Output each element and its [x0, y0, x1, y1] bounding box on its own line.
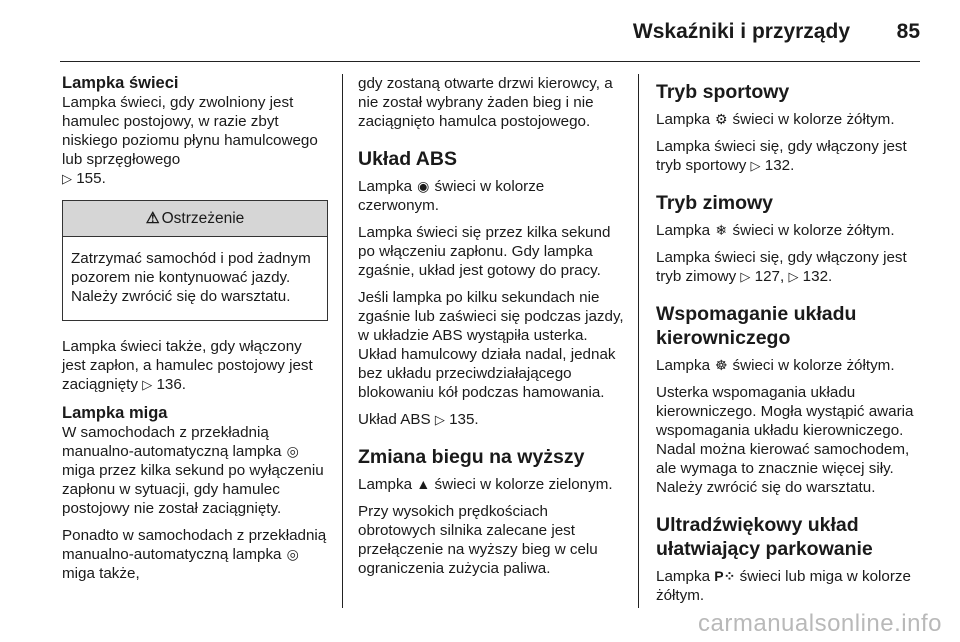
ref-arrow-icon: ▷ — [788, 269, 799, 284]
paragraph: Przy wysokich prędkościach obrotowych silnika zalecane jest przełączenie na wyższy bieg w celu ograniczenia zużycia paliwa. — [358, 503, 598, 577]
paragraph: Lampka świeci także, gdy włączony jest zapłon, a hamulec postojowy jest zaciągnięty ▷ 136. — [62, 338, 313, 393]
column-2 — [358, 74, 624, 578]
column-3 — [656, 74, 922, 605]
brake-lamp-icon: ◎ — [286, 443, 299, 459]
heading-shift: Zmiana biegu na wyższy — [358, 446, 585, 468]
watermark: carmanualsonline.info — [698, 610, 942, 637]
paragraph: Układ ABS ▷ 135. — [358, 411, 479, 428]
heading-parking: Ultradźwiękowy układ ułatwiający parkowanie — [656, 514, 873, 560]
heading-lampka-swieci: Lampka świeci — [62, 74, 179, 92]
steering-icon: ☸ — [715, 357, 728, 373]
ref-arrow-icon: ▷ — [62, 171, 72, 186]
heading-steering: Wspomaganie układu kierowniczego — [656, 303, 857, 349]
ref-arrow-icon: ▷ — [434, 412, 445, 427]
warning-triangle-icon: ⚠ — [145, 210, 160, 227]
heading-lampka-miga: Lampka miga — [62, 404, 168, 422]
warning-box — [62, 200, 328, 321]
paragraph: Lampka świeci, gdy zwolniony jest hamulec postojowy, w razie zbyt niskiego poziomu płynu hamulcowego lub sprzęgłowego ▷ 155. — [62, 94, 318, 187]
upshift-icon: ▲ — [416, 476, 431, 492]
paragraph: Lampka ⚙ świeci w kolorze żółtym. — [656, 111, 895, 128]
ref-arrow-icon: ▷ — [750, 158, 761, 173]
winter-mode-icon: ❄ — [715, 222, 728, 238]
column-1 — [62, 74, 328, 583]
paragraph: Jeśli lampka po kilku sekundach nie zgaśnie lub zaświeci się podczas jazdy, w układzie ABS wystąpiła usterka. Układ hamulcowy działa nadal, jednak bez układu przeciwdziałającego blokowaniu kół podczas hamowania. — [358, 289, 624, 401]
ref-arrow-icon: ▷ — [740, 269, 751, 284]
paragraph: Lampka ❄ świeci w kolorze żółtym. — [656, 222, 895, 239]
paragraph: Lampka P⁘ świeci lub miga w kolorze żółtym. — [656, 568, 911, 604]
parking-assist-icon: P⁘ — [714, 568, 736, 584]
heading-winter: Tryb zimowy — [656, 192, 774, 214]
page-header — [60, 16, 920, 62]
paragraph: Lampka świeci się, gdy włączony jest tryb zimowy ▷ 127, ▷ 132. — [656, 249, 907, 285]
heading-abs: Układ ABS — [358, 148, 457, 170]
paragraph: Lampka ◉ świeci w kolorze czerwonym. — [358, 178, 545, 214]
paragraph: Lampka świeci się przez kilka sekund po włączeniu zapłonu. Gdy lampka zgaśnie, układ jest gotowy do pracy. — [358, 224, 611, 279]
paragraph: Lampka świeci się, gdy włączony jest tryb sportowy ▷ 132. — [656, 138, 907, 174]
warning-header — [63, 201, 327, 237]
page-number: 85 — [896, 20, 920, 43]
column-divider — [638, 74, 639, 608]
paragraph: Lampka ▲ świeci w kolorze zielonym. — [358, 476, 613, 493]
heading-sport: Tryb sportowy — [656, 81, 790, 103]
paragraph: Ponadto w samochodach z przekładnią manualno-automatyczną lampka ◎ miga także, — [62, 527, 327, 582]
sport-mode-icon: ⚙ — [715, 111, 728, 127]
warning-title: Ostrzeżenie — [161, 210, 245, 227]
abs-icon: ◉ — [417, 178, 430, 194]
ref-arrow-icon: ▷ — [142, 377, 153, 392]
brake-lamp-icon: ◎ — [286, 546, 299, 562]
paragraph: Usterka wspomagania układu kierowniczego. Mogła wystąpić awaria wspomagania układu kierowniczego. Nadal można kierować samochodem, ale wymaga to znacznie więcej siły. Należy zwrócić się do warsztatu. — [656, 384, 914, 496]
warning-body: Zatrzymać samochód i pod żadnym pozorem nie kontynuować jazdy. Należy zwrócić się do warsztatu. — [71, 250, 311, 305]
paragraph: W samochodach z przekładnią manualno-automatyczną lampka ◎ miga przez kilka sekund po wyłączeniu zapłonu w sytuacji, gdy hamulec postojowy nie został zaciągnięty. — [62, 424, 324, 517]
paragraph: gdy zostaną otwarte drzwi kierowcy, a nie został wybrany żaden bieg i nie zaciągnięto hamulca postojowego. — [358, 75, 613, 130]
column-divider — [342, 74, 343, 608]
header-title: Wskaźniki i przyrządy — [632, 20, 850, 43]
paragraph: Lampka ☸ świeci w kolorze żółtym. — [656, 357, 895, 374]
